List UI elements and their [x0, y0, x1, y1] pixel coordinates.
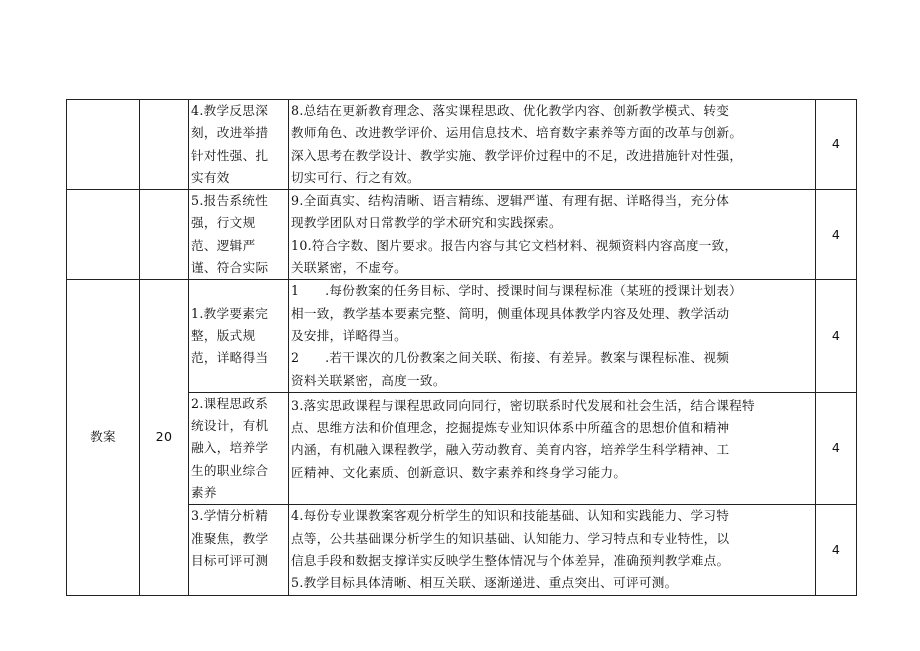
criterion-line: 范、逻辑严 [191, 237, 256, 253]
criterion-line: 范，详略得当 [191, 350, 269, 366]
rubric-table [66, 99, 857, 596]
points-cell: 20 [140, 280, 189, 595]
detail-line: 资料关联紧密，高度一致。 [291, 372, 446, 388]
detail-line: 8.总结在更新教育理念、落实课程思政、优化教学内容、创新教学模式、转变 [291, 103, 730, 118]
criterion-line: 统设计，有机 [191, 418, 269, 434]
points-cell [140, 190, 189, 280]
score-cell: 4 [816, 280, 857, 392]
category-cell [67, 100, 140, 190]
detail-line: 点、思维方法和价值理念，挖掘提炼专业知识体系中所蕴含的思想价值和精神 [291, 420, 730, 436]
detail-line: 教师角色、改进教学评价、运用信息技术、培育数字素养等方面的改革与创新。 [291, 125, 743, 141]
detail-line: 9.全面真实、结构清晰、语言精练、逻辑严谨、有理有据、详略得当，充分体 [291, 193, 730, 209]
detail-cell [289, 280, 816, 392]
criterion-cell [189, 505, 289, 595]
criterion-line: 强，行文规 [191, 215, 256, 231]
criterion-line: 1.教学要素完 [191, 305, 269, 321]
score-cell: 4 [816, 505, 857, 595]
criterion-line: 素养 [191, 485, 217, 501]
detail-line: 现教学团队对日常教学的学术研究和实践探索。 [291, 215, 562, 231]
criterion-line: 实有效 [191, 169, 230, 185]
points-cell [140, 100, 189, 190]
score-cell: 4 [816, 392, 857, 504]
criterion-cell [189, 190, 289, 280]
score-cell: 4 [816, 190, 857, 280]
detail-cell [289, 505, 816, 595]
detail-line: 10.符合字数、图片要求。报告内容与其它文档材料、视频资料内容高度一致， [291, 237, 738, 253]
criterion-line: 谨、符合实际 [191, 260, 269, 276]
criterion-line: 目标可评可测 [191, 552, 269, 568]
table-row [67, 280, 857, 392]
criterion-cell [189, 280, 289, 392]
detail-line: 点等，公共基础课分析学生的知识基础、认知能力、学习特点和专业特性，以 [291, 530, 730, 546]
detail-cell [289, 100, 816, 190]
category-cell: 教案 [67, 280, 140, 595]
category-cell [67, 190, 140, 280]
criterion-line: 4.教学反思深 [191, 103, 269, 118]
detail-line: 及安排，详略得当。 [291, 327, 408, 343]
criterion-line: 生的职业综合 [191, 462, 269, 478]
criterion-line: 2.课程思政系 [191, 395, 269, 411]
detail-line: 5.教学目标具体清晰、相互关联、逐渐递进、重点突出、可评可测。 [291, 575, 678, 591]
criterion-line: 3.学情分析精 [191, 508, 269, 524]
detail-line: 切实可行、行之有效。 [291, 169, 420, 185]
detail-line: 内涵，有机融入课程教学，融入劳动教育、美育内容，培养学生科学精神、工 [291, 442, 730, 458]
detail-line: 2 .若干课次的几份教案之间关联、衔接、有差异。教案与课程标准、视频 [291, 350, 730, 366]
detail-line: 3.落实思政课程与课程思政同向同行，密切联系时代发展和社会生活，结合课程特 [291, 397, 755, 413]
criterion-line: 融入，培养学 [191, 440, 269, 456]
table-row [67, 190, 857, 280]
criterion-line: 整，版式规 [191, 327, 256, 343]
detail-line: 匠精神、文化素质、创新意识、数字素养和终身学习能力。 [291, 464, 627, 480]
detail-line: 深入思考在教学设计、教学实施、教学评价过程中的不足，改进措施针对性强， [291, 147, 743, 163]
detail-cell [289, 392, 816, 504]
detail-line: 1 .每份教案的任务目标、学时、授课时间与课程标准（某班的授课计划表） [291, 283, 743, 299]
criterion-cell [189, 392, 289, 504]
detail-line: 关联紧密，不虚夸。 [291, 260, 408, 276]
criterion-line: 准聚焦，教学 [191, 530, 269, 546]
table-row [67, 100, 857, 190]
detail-line: 相一致，教学基本要素完整、简明，侧重体现具体教学内容及处理、教学活动 [291, 305, 730, 321]
criterion-cell [189, 100, 289, 190]
detail-line: 4.每份专业课教案客观分析学生的知识和技能基础、认知和实践能力、学习特 [291, 508, 730, 524]
criterion-line: 5.报告系统性 [191, 193, 269, 209]
detail-cell [289, 190, 816, 280]
criterion-line: 刻，改进举措 [191, 125, 269, 141]
detail-line: 信息手段和数据支撑详实反映学生整体情况与个体差异，准确预判教学难点。 [291, 552, 730, 568]
criterion-line: 针对性强、扎 [191, 147, 269, 163]
score-cell: 4 [816, 100, 857, 190]
